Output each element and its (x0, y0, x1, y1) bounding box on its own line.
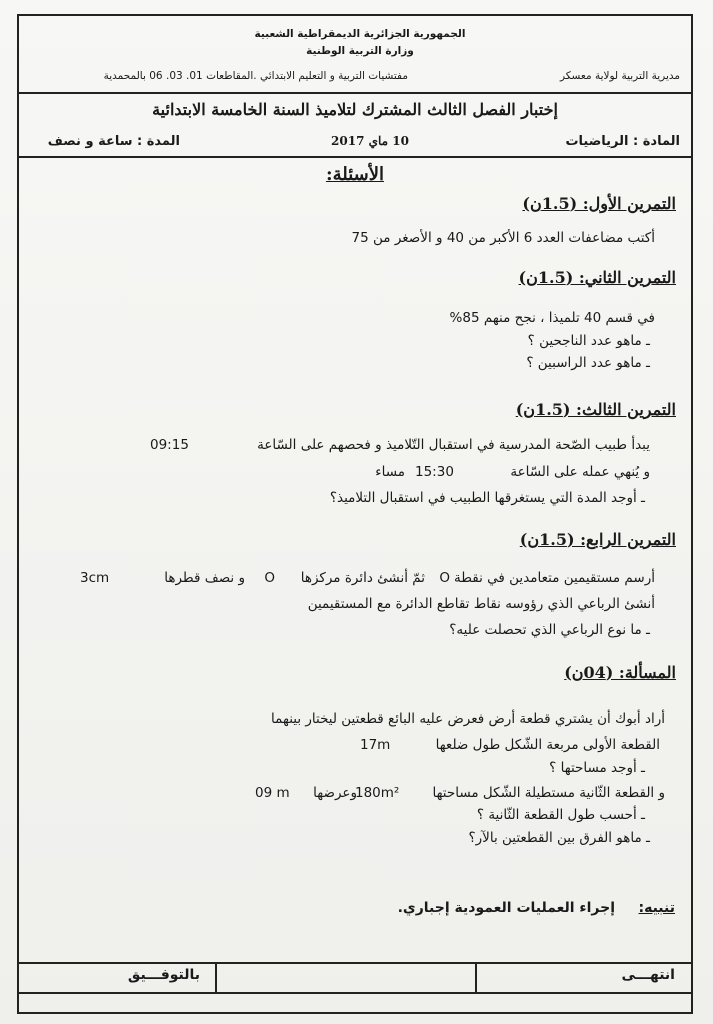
exercise-4-line-2: أنشئ الرباعي الذي رؤوسه نقاط تقاطع الدائرة مع المستقيمين (307, 596, 655, 612)
problem-side-length: 17m (360, 737, 391, 753)
problem-area: 180m² (355, 785, 400, 801)
exercise-1-text: أكتب مضاعفات العدد 6 الأكبر من 40 و الأصغر من 75 (351, 230, 655, 246)
footer-divider-right (475, 962, 477, 993)
questions-heading: الأسئلة: (325, 164, 385, 185)
exercise-2-line-2: ـ ماهو عدد الناجحين ؟ (527, 333, 650, 349)
footer-good-luck: بالتوفـــيق (127, 967, 200, 983)
exercise-3-line-2: و يُنهي عمله على السّاعة (510, 464, 650, 480)
problem-line-2: القطعة الأولى مربعة الشّكل طول ضلعها (435, 737, 660, 753)
exam-date: 10 ماي 2017 (331, 134, 409, 148)
exam-subject: المادة : الرياضيات (565, 134, 680, 149)
frame-top (17, 14, 692, 16)
footer-end: انتهـــى (621, 967, 675, 983)
problem-title: المسألة: (04ن) (564, 663, 676, 682)
exercise-4-line-1c: و نصف قطرها (164, 570, 245, 586)
problem-line-5: ـ أحسب طول القطعة الثّانية ؟ (476, 807, 645, 823)
problem-line-4b: وعرضها (313, 785, 357, 801)
exercise-3-time-start: 09:15 (150, 437, 189, 453)
problem-line-4a: و القطعة الثّانية مستطيلة الشّكل مساحتها (432, 785, 665, 801)
exercise-4-point-o-1: O (439, 570, 450, 586)
exercise-4-line-3: ـ ما نوع الرباعي الذي تحصلت عليه؟ (449, 622, 650, 638)
ministry-name: وزارة التربية الوطنية (306, 45, 414, 57)
footer-row-line (17, 992, 692, 994)
footer-divider-left (215, 962, 217, 993)
exercise-4-line-1a: أرسم مستقيمين متعامدين في نقطة (453, 570, 655, 586)
inspectorates-name: مفتشيات التربية و التعليم الابتدائي .المقاطعات 01. 03. 06 بالمحمدية (103, 70, 408, 82)
directorate-name: مديرية التربية لولاية معسكر (559, 70, 680, 82)
exercise-4-line-1b: ثمّ أنشئ دائرة مركزها (300, 570, 425, 586)
exercise-2-line-3: ـ ماهو عدد الراسبين ؟ (526, 355, 650, 371)
exercise-1-title: التمرين الأول: (1.5ن) (522, 194, 676, 213)
exercise-4-title: التمرين الرابع: (1.5ن) (519, 530, 676, 549)
problem-line-1: أراد أبوك أن يشتري قطعة أرض فعرض عليه البائع قطعتين ليختار بينهما (271, 711, 665, 727)
frame-bottom (17, 1012, 692, 1014)
exercise-3-line-3: ـ أوجد المدة التي يستغرقها الطبيب في استقبال التلاميذ؟ (329, 490, 645, 506)
title-divider (17, 156, 692, 158)
problem-line-3: ـ أوجد مساحتها ؟ (549, 760, 645, 776)
exercise-3-pm: مساء (375, 464, 405, 480)
republic-name: الجمهورية الجزائرية الديمقراطية الشعبية (254, 28, 466, 40)
exercise-3-line-1: يبدأ طبيب الصّحة المدرسية في استقبال التّلاميذ و فحصهم على السّاعة (257, 437, 650, 453)
note-text: إجراء العمليات العمودية إجباري. (397, 900, 615, 916)
problem-line-6: ـ ماهو الفرق بين القطعتين بالآر؟ (468, 830, 650, 846)
exam-duration: المدة : ساعة و نصف (47, 134, 180, 149)
problem-width: 09 m (255, 785, 290, 801)
exam-title: إختبار الفصل الثالث المشترك لتلاميذ السنة الخامسة الابتدائية (152, 100, 558, 119)
exercise-2-line-1: في قسم 40 تلميذا ، نجح منهم 85% (449, 310, 655, 326)
frame-right (691, 14, 693, 1014)
exercise-3-title: التمرين الثالث: (1.5ن) (515, 400, 676, 419)
exercise-4-radius: 3cm (80, 570, 110, 586)
footer-top-line (17, 962, 692, 964)
exercise-4-point-o-2: O (264, 570, 275, 586)
frame-left (17, 14, 19, 1014)
exercise-3-time-end: 15:30 (415, 464, 454, 480)
header-divider (17, 92, 692, 94)
note-label: تنبيه: (638, 900, 675, 916)
exercise-2-title: التمرين الثاني: (1.5ن) (518, 268, 676, 287)
